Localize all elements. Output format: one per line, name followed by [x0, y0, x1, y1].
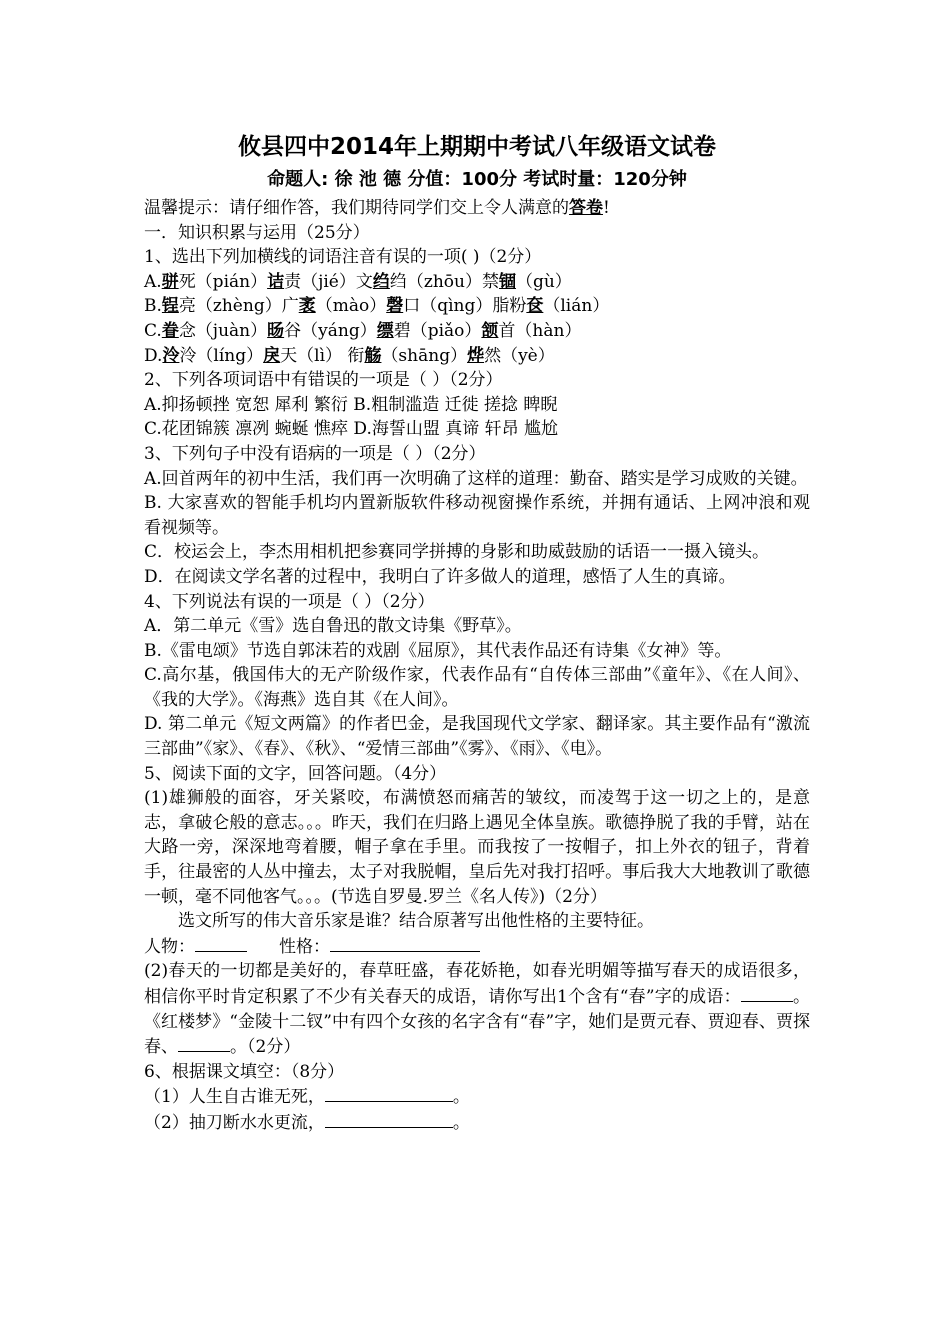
q4-stem: 4、下列说法有误的一项是（ ）（2分）: [144, 591, 435, 612]
q5-part2: [144, 959, 810, 1059]
option-label: D.: [144, 345, 163, 366]
q5-stem: 5、阅读下面的文字，回答问题。（4分）: [144, 763, 447, 784]
tip-underlined: 答卷: [569, 198, 603, 218]
marked-char: 缥: [376, 320, 394, 341]
marked-char: 觞: [364, 345, 382, 366]
option-text: 然（yè）: [484, 345, 555, 366]
marked-char: 泠: [162, 345, 180, 366]
option-text: （gù）: [515, 271, 572, 292]
marked-char: 磬: [386, 296, 404, 317]
q4-option-a: A．第二单元《雪》选自鲁迅的散文诗集《野草》。: [144, 616, 522, 637]
poem-blank[interactable]: [325, 1084, 453, 1102]
marked-char: 旸: [267, 320, 285, 341]
option-text: （shāng）: [381, 345, 468, 366]
q4-option-d: D. 第二单元《短文两篇》的作者巴金，是我国现代文学家、翻译家。其主要作品有“激流三部曲”《家》、《春》、《秋》、“爱情三部曲”《雾》、《雨》、《电》。: [144, 714, 810, 760]
option-label: A.: [144, 271, 162, 292]
option-text: 亮（zhèng）广: [178, 296, 299, 317]
option-text: （mào）: [315, 296, 387, 317]
marked-char: 锃: [161, 296, 179, 317]
tip-line: [144, 196, 810, 221]
q3-option-b: B. 大家喜欢的智能手机均内置新版软件移动视窗操作系统，并拥有通话、上网冲浪和观看视频等。: [144, 493, 810, 538]
option-text: 碧（piǎo）: [393, 320, 482, 341]
q6-item-2: [144, 1110, 810, 1136]
option-text: 口（qìng）脂粉: [403, 296, 527, 317]
marked-char: 烨: [467, 345, 485, 366]
marked-char: 锢: [498, 271, 516, 292]
q2-options-ab: A.抑扬顿挫 宽恕 犀利 繁衍 B.粗制滥造 迁徙 搓捻 睥睨: [144, 394, 558, 415]
q5-question: 选文所写的伟大音乐家是谁？结合原著写出他性格的主要特征。: [178, 911, 654, 932]
q4-option-c: C.高尔基，俄国伟大的无产阶级作家，代表作品有“自传体三部曲”《童年》、《在人间》、《我的大学》。《海燕》选自其《在人间》。: [144, 665, 810, 710]
option-text: 死（pián）: [178, 271, 268, 292]
q1-stem: 1、选出下列加横线的词语注音有误的一项( )（2分）: [144, 247, 542, 268]
poem-blank[interactable]: [325, 1110, 453, 1128]
q2-options-cd: C.花团锦簇 凛冽 蜿蜒 憔瘁 D.海誓山盟 真谛 轩昂 尴尬: [144, 419, 559, 440]
trait-label: 性格：: [279, 936, 330, 957]
trait-blank[interactable]: [330, 934, 480, 952]
q2-stem: 2、下列各项词语中有错误的一项是（ ）（2分）: [144, 370, 503, 391]
option-label: C.: [144, 320, 162, 341]
person-label: 人物：: [144, 936, 195, 957]
tip-prefix: 温馨提示：请仔细作答，我们期待同学们交上令人满意的: [144, 198, 569, 218]
exam-page: [144, 130, 810, 1136]
q6-stem: 6、根据课文填空：（8分）: [144, 1061, 345, 1082]
section-heading: 一．知识积累与运用（25分）: [144, 222, 370, 243]
tip-suffix: !: [603, 198, 610, 218]
marked-char: 绉: [372, 271, 390, 292]
poem-line: （2）抽刀断水水更流，: [144, 1112, 325, 1133]
poem-line: （1）人生自古谁无死，: [144, 1087, 325, 1108]
marked-char: 袤: [298, 296, 316, 317]
q3-stem: 3、下列句子中没有语病的一项是（ ）（2分）: [144, 443, 486, 464]
q1-option-d: [144, 344, 810, 369]
option-text: （lián）: [543, 296, 610, 317]
q5-answer-line: [144, 934, 810, 960]
option-text: 谷（yáng）: [284, 320, 377, 341]
idiom-blank[interactable]: [741, 984, 793, 1002]
marked-char: 颔: [481, 320, 499, 341]
option-text: 泠（líng）: [179, 345, 264, 366]
punctuation: 。: [452, 1087, 470, 1108]
q5-part2-text: 。《红楼梦》“金陵十二钗”中有四个女孩的名字含有“春”字，她们是贾元春、贾迎春、贾探春、: [144, 987, 811, 1058]
page-title: 攸县四中2014年上期期中考试八年级语文试卷: [237, 134, 716, 160]
q3-option-d: D．在阅读文学名著的过程中，我明白了许多做人的道理，感悟了人生的真谛。: [144, 566, 736, 587]
name-blank[interactable]: [178, 1034, 230, 1052]
option-text: 念（juàn）: [178, 320, 268, 341]
option-text: 首（hàn）: [498, 320, 582, 341]
option-text: 天（lì） 衔: [280, 345, 365, 366]
marked-char: 骈: [161, 271, 179, 292]
person-blank[interactable]: [195, 934, 247, 952]
q5-passage: (1)雄狮般的面容，牙关紧咬，布满愤怒而痛苦的皱纹，而凌驾于这一切之上的，是意志，拿破仑般的意志。。。昨天，我们在归路上遇见全体皇族。歌德挣脱了我的手臂，站在大路一旁，深深地弯着腰，帽子拿在手里。而我按了一按帽子，扣上外衣的钮子，背着手，往最密的人丛中撞去，太子对我脱帽，皇后先对我打招呼。事后我大大地教训了歌德一顿，毫不同他客气。。。(节选自罗曼.罗兰《名人传》)（2分）: [144, 788, 810, 907]
q4-option-b: B.《雷电颂》节选自郭沫若的戏剧《屈原》，其代表作品还有诗集《女神》等。: [144, 640, 732, 661]
marked-char: 戾: [263, 345, 281, 366]
q1-option-c: [144, 319, 810, 344]
q3-option-c: C．校运会上，李杰用相机把参赛同学拼搏的身影和助威鼓励的话语一一摄入镜头。: [144, 542, 770, 563]
option-label: B.: [144, 296, 162, 317]
marked-char: 诘: [267, 271, 285, 292]
q1-option-b: [144, 294, 810, 319]
q3-option-a: A.回首两年的初中生活，我们再一次明确了这样的道理：勤奋、踏实是学习成败的关键。: [144, 468, 808, 489]
q5-part2-text: (2)春天的一切都是美好的，春草旺盛，春花娇艳，如春光明媚等描写春天的成语很多，相信你平时肯定积累了不少有关春天的成语，请你写出1个含有“春”字的成语：: [144, 961, 810, 1007]
marked-char: 眷: [161, 320, 179, 341]
q1-option-a: [144, 270, 810, 295]
option-text: 责（jié）文: [284, 271, 373, 292]
option-text: 绉（zhōu）禁: [389, 271, 499, 292]
q5-part2-text: 。（2分）: [230, 1037, 301, 1058]
exam-info: 命题人: 徐 池 德 分值：100分 考试时量：120分钟: [267, 169, 687, 190]
marked-char: 奁: [526, 296, 544, 317]
q6-item-1: [144, 1084, 810, 1110]
punctuation: 。: [452, 1112, 470, 1133]
